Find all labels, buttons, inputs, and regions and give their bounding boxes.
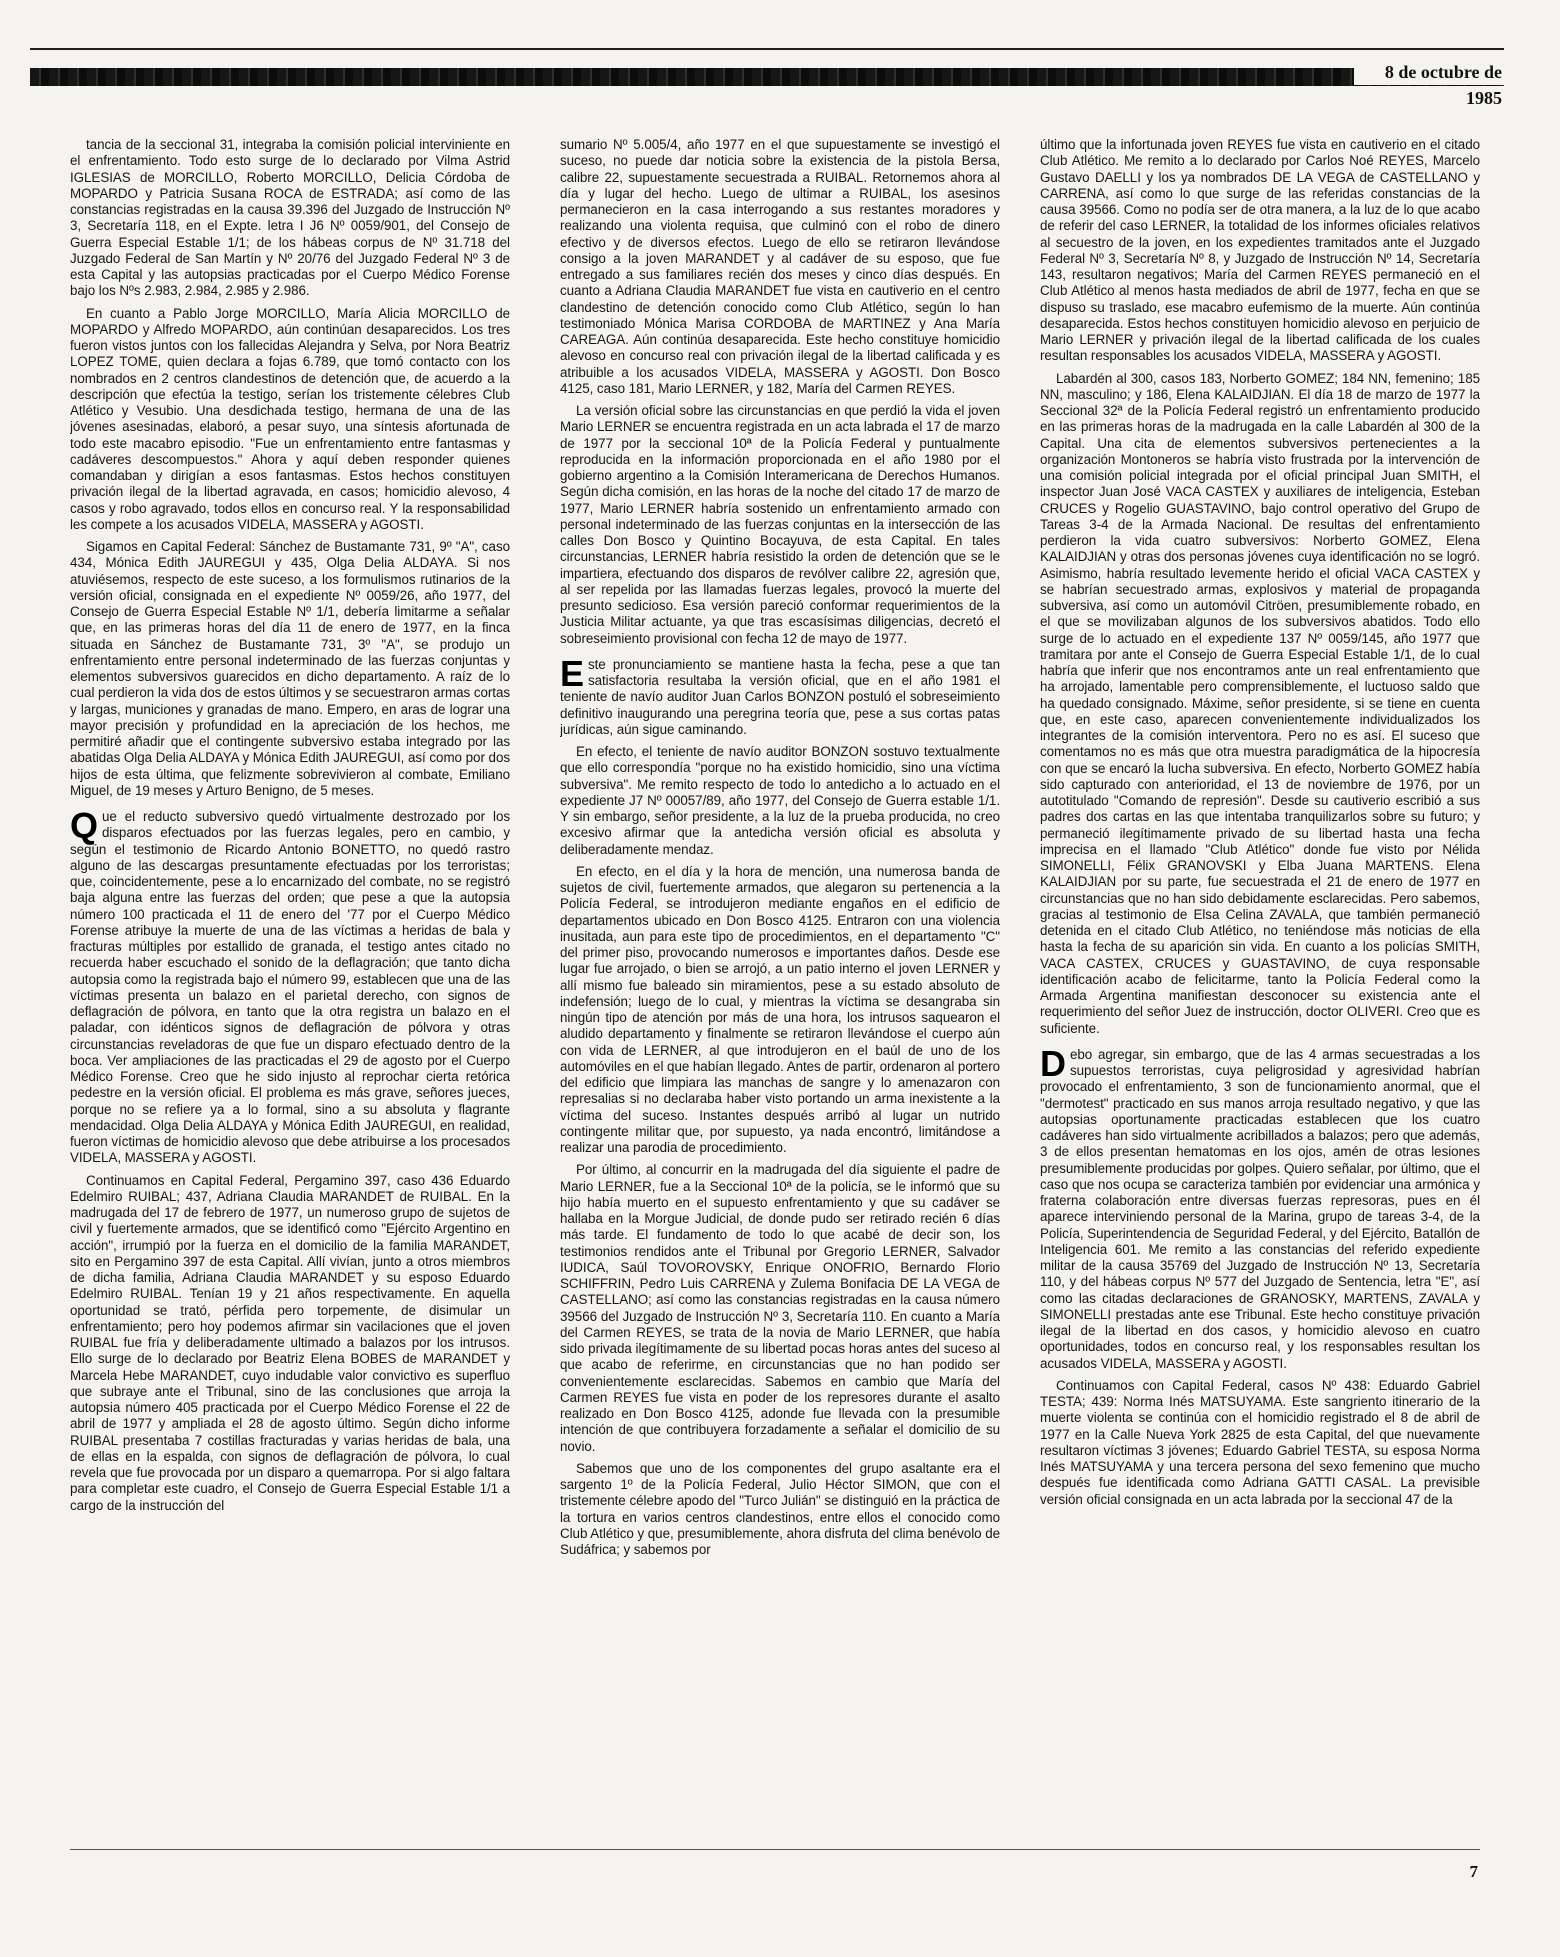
- paragraph-text: ebo agregar, sin embargo, que de las 4 armas secuestradas a los supuestos terroristas, cuya peligrosidad y agresividad habrían provocado el enfrentamiento, 3 son de funcionamiento anormal, que el "dermotest" practicado en sus manos arroja resultado negativo, y que las autopsias oportunamente practicadas establecen que los cuatro cadáveres han sido virtualmente acribillados a balazos; pero que además, 3 de ellos presentan hematomas en los ojos, amén de otras lesiones presumiblemente producidas por golpes. Quiero señalar, por último, que el caso que nos ocupa se caracteriza también por evidenciar una armónica y fraterna colaboración entre diversas fuerzas represoras, pues en él aparece interviniendo personal de la Marina, grupo de tareas 3-4, de la Policía, Superintendencia de Seguridad Federal, y del Ejército, Batallón de Inteligencia 601. Me remito a las constancias del referido expediente militar de la causa 35769 del Juzgado de Instrucción Nº 13, Secretaría 110, y del hábeas corpus Nº 577 del Juzgado de Sentencia, letra "E", así como las citadas declaraciones de GRANOSKY, MARTENS, ZAVALA y SIMONELLI prestadas ante ese Tribunal. Este hecho constituye privación ilegal de la libertad en dos casos, y homicidio alevoso en cuatro oportunidades, todos en concurso real, y los responsables resultan los acusados VIDELA, MASSERA y AGOSTI.: [1040, 1046, 1480, 1371]
- paragraph: [1040, 1378, 1480, 1508]
- paragraph-text: En efecto, el teniente de navío auditor BONZON sostuvo textualmente que ello correspondía "porque no ha existido homicidio, sino una víctima subversiva". Me remito respecto de todo lo antedicho a lo actuado en el expediente J7 Nº 00057/89, año 1977, del Consejo de Guerra estable 1/1. Y sin embargo, señor presidente, a la luz de la prueba producida, no creo excesivo afirmar que la antedicha versión oficial es absoluta y deliberadamente mendaz.: [560, 744, 1000, 857]
- masthead-band: [30, 68, 1504, 86]
- paragraph-text: Sigamos en Capital Federal: Sánchez de Bustamante 731, 9º "A", caso 434, Mónica Edith JAUREGUI y 435, Olga Delia ALDAYA. Si nos atuviésemos, respecto de este suceso, a los formulismos rutinarios de la versión oficial, consignada en el expediente Nº 0059/26, año 1977, del Consejo de Guerra Especial Estable Nº 1/1, debería limitarme a señalar que, en las primeras horas del día 11 de enero de 1977, en la finca situada en Sánchez de Bustamante 731, 3º "A", se produjo un enfrentamiento entre personal indeterminado de las fuerzas conjuntas y elementos subversivos guarecidos en dicho departamento. A raíz de lo cual perdieron la vida dos de estos últimos y se secuestraron armas cortas y largas, municiones y granadas de mano. Empero, en aras de lograr una mayor precisión y profundidad en la apreciación de los hechos, me permitiré añadir que el contingente subversivo estaba integrado por las abatidas Olga Delia ALDAYA y Mónica Edith JAUREGUI, así como por dos hijos de esta última, que felizmente sobrevivieron al combate, Emiliano Miguel, de 19 meses y Arturo Benigno, de 5 meses.: [70, 539, 510, 798]
- paragraph-text: En efecto, en el día y la hora de mención, una numerosa banda de sujetos de civil, fuertemente armados, que alegaron su pertenencia a la Policía Federal, se introdujeron mediante engaños en el edificio de departamentos ubicado en Don Bosco 4125. Entraron con una violencia inusitada, aun para este tipo de procedimientos, en el departamento "C" del primer piso, provocando numerosos e importantes daños. Desde ese lugar fue arrojado, o bien se arrojó, a un patio interno el joven LERNER y allí mismo fue baleado sin miramientos, pese a su estado absoluto de indefensión; luego de lo cual, y mientras la víctima se desangraba sin ningún tipo de atención por más de una hora, los intrusos saquearon el aludido departamento y finalmente se retiraron llevándose el cuerpo aún con vida de LERNER, al que introdujeron en el baúl de uno de los automóviles en el que habían llegado. Antes de partir, ordenaron al portero del edificio que limpiara las manchas de sangre y lo amenazaron con represalias si no declaraba haber visto portando un arma inexistente a la víctima del suceso. Instantes después arribó al lugar un nutrido contingente militar que, por supuesto, ya nada encontró, limitándose a realizar una parodia de procedimiento.: [560, 863, 1000, 1155]
- paragraph-text: ste pronunciamiento se mantiene hasta la fecha, pese a que tan satisfactoria resultaba la versión oficial, que en el año 1981 el teniente de navío auditor Juan Carlos BONZON postuló el sobreseimiento definitivo inaugurando una peregrina teoría que, pese a sus cortas patas jurídicas, aún sigue caminando.: [560, 656, 1000, 737]
- paragraph: [560, 137, 1000, 397]
- paragraph-text: ue el reducto subversivo quedó virtualmente destrozado por los disparos efectuados por las fuerzas legales, pero en cambio, y según el testimonio de Ricardo Antonio BONETTO, no quedó rastro alguno de las descargas presuntamente efectuadas por los terroristas; que, coincidentemente, pese a lo encarnizado del combate, no se registró baja alguna entre las fuerzas del orden; que pese a que la autopsia número 100 practicada el 11 de enero del '77 por el Cuerpo Médico Forense atribuye la muerte de una de las víctimas a heridas de bala y fracturas múltiples por estallido de granada, el testigo antes citado no recuerda haber escuchado el sonido de la deflagración; que tanto dicha autopsia como la registrada bajo el número 99, establecen que una de las víctimas presenta un balazo en el parietal derecho, con signos de deflagración de pólvora, en tanto que la otra registra un balazo en el paladar, con idénticos signos de deflagración de pólvora y otras circunstancias reveladoras de que fue un disparo efectuado dentro de la boca. Ver ampliaciones de las practicadas el 29 de agosto por el Cuerpo Médico Forense. Creo que he sido injusto al reprochar cierta retórica pedestre en la versión oficial. El problema es más grave, señores jueces, porque no se refiere ya a lo formal, sino a su absoluta y flagrante mendacidad. Olga Delia ALDAYA y Mónica Edith JAUREGUI, en realidad, fueron víctimas de homicidio alevoso que debe atribuirse a los procesados VIDELA, MASSERA y AGOSTI.: [70, 809, 510, 1166]
- paragraph: [1040, 371, 1480, 1037]
- drop-cap: D: [1040, 1042, 1066, 1084]
- paragraph-text: Por último, al concurrir en la madrugada del día siguiente el padre de Mario LERNER, fue a la Seccional 10ª de la policía, se le informó que su hijo había muerto en el supuesto enfrentamiento y que su cadáver se hallaba en la Morgue Judicial, de donde pudo ser retirado recién 6 días más tarde. El fundamento de todo lo que acabé de decir son, los testimonios rendidos ante el Tribunal por Gregorio LERNER, Salvador IUDICA, Saúl TOVOROVSKY, Enrique ONOFRIO, Bernardo Florio SCHIFFRIN, Pedro Luis CARRENA y Zulema Bonifacia DE LA VEGA de CASTELLANO; así como las constancias registradas en la causa número 39566 del Juzgado de Instrucción Nº 3, Secretaría 110. En cuanto a María del Carmen REYES, se trata de la novia de Mario LERNER, que había sido privada ilegítimamente de su libertad pocas horas antes del suceso al que acabo de referirme, en circunstancias que no han podido ser convenientemente esclarecidas. Sabemos en cambio que María del Carmen REYES fue vista en poder de los represores durante el asalto realizado en Don Bosco 4125, adonde fue llevada con la presumible intención de que contribuyera forzadamente a señalar el domicilio de su novio.: [560, 1162, 1000, 1454]
- issue-date: 8 de octubre de 1985: [1354, 59, 1504, 85]
- paragraph-text: Continuamos con Capital Federal, casos Nº 438: Eduardo Gabriel TESTA; 439: Norma Inés MATSUYAMA. Este sangriento itinerario de la muerte violenta se continúa con el homicidio registrado el 8 de abril de 1977 en la Calle Nueva York 2825 de esta Capital, del que nuevamente resultaron víctimas 3 jóvenes; Eduardo Gabriel TESTA, su esposa Norma Inés MATSUYAMA y una tercera persona del sexo femenino que mucho después fue identificada como Adriana GATTI CASAL. La previsible versión oficial consignada en un acta labrada por la seccional 47 de la: [1040, 1377, 1480, 1507]
- drop-cap: Q: [70, 805, 98, 846]
- bottom-rule: [70, 1849, 1480, 1850]
- paragraph: [560, 1162, 1000, 1455]
- text-column-3: [1040, 137, 1480, 1832]
- article-body: [0, 137, 1560, 1832]
- drop-cap: E: [560, 652, 584, 694]
- paragraph: [70, 1173, 510, 1514]
- paragraph: [70, 805, 510, 1167]
- paragraph-text: tancia de la seccional 31, integraba la comisión policial interviniente en el enfrentamiento. Todo esto surge de lo declarado por Vilma Astrid IGLESIAS de MORCILLO, Roberto MORCILLO, Delicia Córdoba de MOPARDO y Patricia Susana ROCA de ESTRADA; así como de las constancias registradas en la causa 39.396 del Juzgado de Instrucción Nº 3, Secretaría 118, en el Expte. letra I J6 Nº 0059/901, del Consejo de Guerra Especial Estable 1/1; de los hábeas corpus de Nº 31.718 del Juzgado Federal de San Martín y Nº 20/76 del Juzgado Federal Nº 3 de esta Capital y las autopsias practicadas por el Cuerpo Médico Forense bajo los Nºs 2.983, 2.984, 2.985 y 2.986.: [70, 137, 510, 299]
- paragraph: [560, 744, 1000, 858]
- paragraph-text: Sabemos que uno de los componentes del grupo asaltante era el sargento 1º de la Policía Federal, Julio Héctor SIMON, que con el tristemente célebre apodo del "Turco Julián" se distinguió en la práctica de la tortura en varios centros clandestinos, entre ellos el conocido como Club Atlético y que, presumiblemente, ahora disfruta del clima benévolo de Sudáfrica; y sabemos por: [560, 1460, 1000, 1557]
- paragraph: [70, 306, 510, 534]
- paragraph-text: último que la infortunada joven REYES fue vista en cautiverio en el citado Club Atlético. Me remito a lo declarado por Carlos Noé REYES, Marcelo Gustavo DAELLI y los ya nombrados DE LA VEGA de CASTELLANO y CARRENA, así como lo que surge de las referidas constancias de la causa 39566. Como no podía ser de otra manera, a la luz de lo que acabo de referir del caso LERNER, la totalidad de los informes oficiales relativos al secuestro de la joven, en los expedientes tramitados ante el Juzgado Federal Nº 3, Secretaría Nº 8, y Juzgado de Instrucción Nº 14, Secretaría 143, resultaron negativos; María del Carmen REYES permaneció en el Club Atlético al menos hasta mediados de abril de 1977, fecha en que se dispuso su traslado, ese macabro eufemismo de la muerte. Aún continúa desaparecida. Estos hechos constituyen homicidio alevoso en perjuicio de Mario LERNER y privación ilegal de la libertad calificada de los cuales resultan responsables los acusados VIDELA, MASSERA y AGOSTI.: [1040, 137, 1480, 364]
- paragraph: [70, 137, 510, 300]
- paragraph-text: En cuanto a Pablo Jorge MORCILLO, María Alicia MORCILLO de MOPARDO y Alfredo MOPARDO, aún continúan desaparecidos. Los tres fueron vistos juntos con los fallecidas Alejandra y Selva, por Nora Beatriz LOPEZ TOME, quien declara a fojas 6.789, que tomó contacto con los nombrados en 2 centros clandestinos de detención que, de acuerdo a la descripción que efectúa la testigo, serían los tristemente célebres Club Atlético y Vesubio. Una desdichada testigo, hermana de una de las jóvenes asesinadas, elaboró, a pesar suyo, una síntesis afortunada de todo este macabro episodio. "Fue un enfrentamiento entre fantasmas y cadáveres descompuestos." Ahora y aquí deben responder quienes comandaban y dirigían a esos fantasmas. Estos hechos constituyen privación ilegal de la libertad agravada, en casos; homicidio alevoso, 4 casos y robo agravado, todos ellos en concurso real. Y la responsabilidad les compete a los acusados VIDELA, MASSERA y AGOSTI.: [70, 305, 510, 532]
- paragraph: [560, 864, 1000, 1157]
- top-rule: [30, 48, 1504, 50]
- paragraph: [70, 539, 510, 799]
- paragraph: [1040, 1042, 1480, 1372]
- paragraph: [560, 403, 1000, 647]
- paragraph: [560, 1461, 1000, 1559]
- text-column-1: [70, 137, 510, 1832]
- paragraph-text: Continuamos en Capital Federal, Pergamino 397, caso 436 Eduardo Edelmiro RUIBAL; 437, Adriana Claudia MARANDET de RUIBAL. En la madrugada del 17 de febrero de 1977, un numeroso grupo de sujetos de civil y fuertemente armados, que se identificó como "Ejército Argentino en acción", irrumpió por la fuerza en el domicilio de la familia MARANDET, sito en Pergamino 397 de esta Capital. Allí vivían, junto a otros miembros de dicha familia, Adriana Claudia MARANDET y su esposo Eduardo Edelmiro RUIBAL. Tenían 19 y 21 años respectivamente. En aquella oportunidad se trató, pérfida pero torpemente, de disimular un enfrentamiento; pero hoy podemos afirmar sin vacilaciones que el joven RUIBAL fue fría y deliberadamente ultimado a balazos por los intrusos. Ello surge de lo declarado por Beatriz Elena BOBES de MARANDET y Marcela Hebe MARANDET, cuyo indudable valor convictivo es superfluo que subraye ante el Tribunal, sino de las conclusiones que arroja la autopsia número 405 practicada por el Cuerpo Médico Forense el 22 de abril de 1977 y ampliada el 28 de agosto último. Según dicho informe RUIBAL presentaba 7 costillas fracturadas y varias heridas de bala, una de ellas en la espalda, con signos de deflagración de pólvora, lo cual revela que fue provocada por un disparo a quemarropa. Por si algo faltara para completar este cuadro, el Consejo de Guerra Especial Estable 1/1 a cargo de la instrucción del: [70, 1172, 510, 1513]
- text-column-2: [560, 137, 1000, 1832]
- paragraph-text: Labardén al 300, casos 183, Norberto GOMEZ; 184 NN, femenino; 185 NN, masculino; y 186, Elena KALAIDJIAN. El día 18 de marzo de 1977 la Seccional 32ª de la Policía Federal registró un enfrentamiento producido en las primeras horas de la madrugada en la calle Labardén al 300 de la Capital. Una cita de elementos subversivos pertenecientes a la organización Montoneros se habría visto frustrada por la intervención de una comisión policial integrada por el oficial principal Juan SMITH, el inspector Juan José VACA CASTEX y auxiliares de inteligencia, Esteban CRUCES y Rogelio GUASTAVINO, bajo control operativo del Grupo de Tareas 3-4 de la Armada Nacional. De resultas del enfrentamiento perdieron la vida cuatro subversivos: Norberto GOMEZ, Elena KALAIDJIAN y otras dos personas jóvenes cuya identificación no se logró. Asimismo, habría resultado levemente herido el oficial VACA CASTEX y se habrían secuestrado armas, explosivos y material de propaganda subversiva, así como un automóvil Citröen, presumiblemente robado, en el que se movilizaban algunos de los subversivos abatidos. Todo ello surge de lo actuado en el expediente 137 Nº 0059/145, año 1977 que tramitara por ante el Consejo de Guerra Especial Estable 1/1, de lo cual habría que inferir que nos encontramos ante un real enfrentamiento que ha arrojado, lamentable pero comprensiblemente, el luctuoso saldo que ha quedado consignado. Máxime, señor presidente, si se tiene en cuenta que, en este caso, aparecen convenientemente individualizados los integrantes de la comisión interventora. Pero no es así. El suceso que comentamos no es más que otra muestra paradigmática de la hipocresía con que se encaró la lucha subversiva. En efecto, Norberto GOMEZ había sido capturado con anterioridad, el 13 de noviembre de 1976, por un autotitulado "Comando de represión". Desde su cautiverio escribió a sus padres dos cartas en las que intentaba tranquilizarlos sobre su futuro; y permaneció ilegítimamente privado de su libertad hasta una fecha imprecisa en el llamado "Club Atlético" donde fue visto por Nélida SIMONELLI, Félix GRANOVSKI y Elba Juana MARTENS. Elena KALAIDJIAN por su parte, fue secuestrada el 21 de enero de 1977 en circunstancias que no han sido debidamente esclarecidas. Pero sabemos, gracias al testimonio de Elsa Celina ZAVALA, que también permaneció detenida en el citado Club Atlético, no teniéndose más noticias de ella hasta la fecha de su aparición sin vida. En cuanto a los policías SMITH, VACA CASTEX, CRUCES y GUASTAVINO, de cuya responsable identificación acabo de felicitarme, tanto la Policía Federal como la Armada Argentina manifiestan desconocer su existencia ante el requerimiento del señor Juez de instrucción, doctor OLIVERI. Creo que es suficiente.: [1040, 370, 1480, 1036]
- paragraph-text: sumario Nº 5.005/4, año 1977 en el que supuestamente se investigó el suceso, no puede dar noticia sobre la existencia de la pistola Bersa, calibre 22, supuestamente secuestrada a RUIBAL. Retornemos ahora al día y lugar del hecho. Luego de ultimar a RUIBAL, los asesinos permanecieron en la casa interrogando a sus restantes moradores y realizando una violenta requisa, que culminó con el robo de dinero efectivo y de diversos efectos. Luego de ello se retiraron llevándose consigo a la joven MARANDET y al cadáver de su esposo, que fue entregado a sus familiares recién dos meses y cinco días después. En cuanto a Adriana Claudia MARANDET fue vista en cautiverio en el centro clandestino de detención conocido como Club Atlético, según lo han testimoniado Mónica Marisa CORDOBA de MARTINEZ y Ana María CAREAGA. Aún continúa desaparecida. Este hecho constituye homicidio alevoso en concurso real con privación ilegal de la libertad calificada y es atribuible a los acusados VIDELA, MASSERA y AGOSTI. Don Bosco 4125, caso 181, Mario LERNER, y 182, María del Carmen REYES.: [560, 137, 1000, 396]
- paragraph: [560, 652, 1000, 738]
- paragraph: [1040, 137, 1480, 365]
- paragraph-text: La versión oficial sobre las circunstancias en que perdió la vida el joven Mario LERNER se encuentra registrada en un acta labrada el 17 de marzo de 1977 por la seccional 10ª de la Policía Federal y puntualmente reproducida en la información proporcionada en el año 1980 por el gobierno argentino a la Comisión Interamericana de Derechos Humanos. Según dicha comisión, en las horas de la noche del citado 17 de marzo de 1977, Mario LERNER habría sostenido un enfrentamiento armado con personal indeterminado de las fuerzas conjuntas en la intersección de las calles Don Bosco y Quintino Bocayuva, de esta Capital. En tales circunstancias, LERNER habría resistido la orden de detención que se le impartiera, efectuando dos disparos de revólver calibre 22, agresión que, al ser repelida por las llamadas fuerzas legales, provocó la muerte del presunto sedicioso. Esa versión pareció conformar requerimientos de la Justicia Militar actuante, ya que tras escasísimas diligencias, decretó el sobreseimiento provisional con fecha 12 de mayo de 1977.: [560, 403, 1000, 646]
- page-number: 7: [1469, 1862, 1478, 1881]
